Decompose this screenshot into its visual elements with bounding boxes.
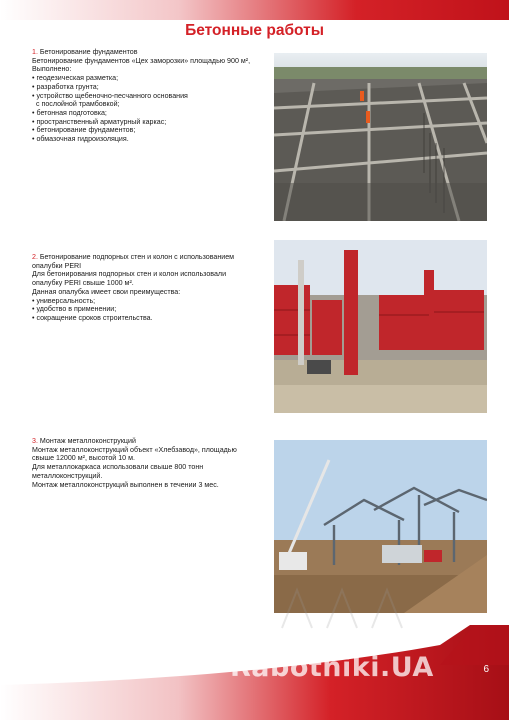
page-number: 6 bbox=[483, 664, 489, 675]
section-line: • разработка грунта; bbox=[32, 82, 99, 91]
section-line: • удобство в применении; bbox=[32, 305, 117, 314]
section-line: • обмазочная гидроизоляция. bbox=[32, 135, 129, 144]
section-line: • геодезическая разметка; bbox=[32, 74, 119, 83]
section-heading bbox=[32, 48, 262, 57]
page-title: Бетонные работы bbox=[185, 22, 324, 39]
section-line: Монтаж металлоконструкций выполнен в течении 3 мес. bbox=[32, 480, 219, 489]
section-line: • пространственный арматурный каркас; bbox=[32, 117, 167, 126]
section-heading-text: Монтаж металлоконструкций bbox=[37, 437, 136, 445]
section-line: Монтаж металлоконструкций объект «Хлебзавод», площадью bbox=[32, 445, 237, 454]
section-line: • универсальность; bbox=[32, 296, 96, 305]
section-heading-text: Бетонирование подпорных стен и колон с использованием bbox=[37, 253, 235, 261]
formwork-photo bbox=[274, 240, 487, 413]
section-line: свыше 12000 м², высотой 10 м. bbox=[32, 454, 135, 463]
section-number: 1. bbox=[32, 48, 38, 56]
section-line: Выполнено: bbox=[32, 65, 72, 74]
company-logo-watermark bbox=[272, 580, 422, 630]
section-line: Для металлокаркаса использовали свыше 800 тонн bbox=[32, 463, 204, 472]
header-gradient-bar bbox=[0, 0, 509, 20]
section-line: с послойной трамбовкой; bbox=[36, 100, 120, 109]
foundation-photo bbox=[274, 53, 487, 221]
section-number: 3. bbox=[32, 437, 38, 445]
section-retaining-walls bbox=[32, 253, 262, 323]
section-line: • устройство щебеночно-песчанного основания bbox=[32, 91, 188, 100]
section-line: Данная опалубка имеет свои преимущества: bbox=[32, 287, 181, 296]
section-metal-structures bbox=[32, 437, 262, 489]
section-line: металлоконструкций. bbox=[32, 471, 103, 480]
section-line: • сокращение сроков строительства. bbox=[32, 313, 153, 322]
section-line: Бетонирование фундаментов «Цех заморозки» площадью 900 м², bbox=[32, 56, 251, 65]
section-number: 2. bbox=[32, 253, 38, 261]
section-foundations bbox=[32, 48, 262, 144]
section-heading bbox=[32, 437, 262, 446]
section-heading bbox=[32, 253, 262, 262]
section-line: • бетонная подготовка; bbox=[32, 108, 107, 117]
section-line: опалубки PERI bbox=[32, 261, 82, 270]
watermark-text: Rabotniki.UA bbox=[230, 652, 434, 683]
section-line: Для бетонирования подпорных стен и колон использовали bbox=[32, 270, 227, 279]
section-line: опалубку PERI свыше 1000 м². bbox=[32, 279, 134, 288]
section-line: • бетонирование фундаментов; bbox=[32, 126, 136, 135]
section-heading-text: Бетонирование фундаментов bbox=[37, 48, 138, 56]
